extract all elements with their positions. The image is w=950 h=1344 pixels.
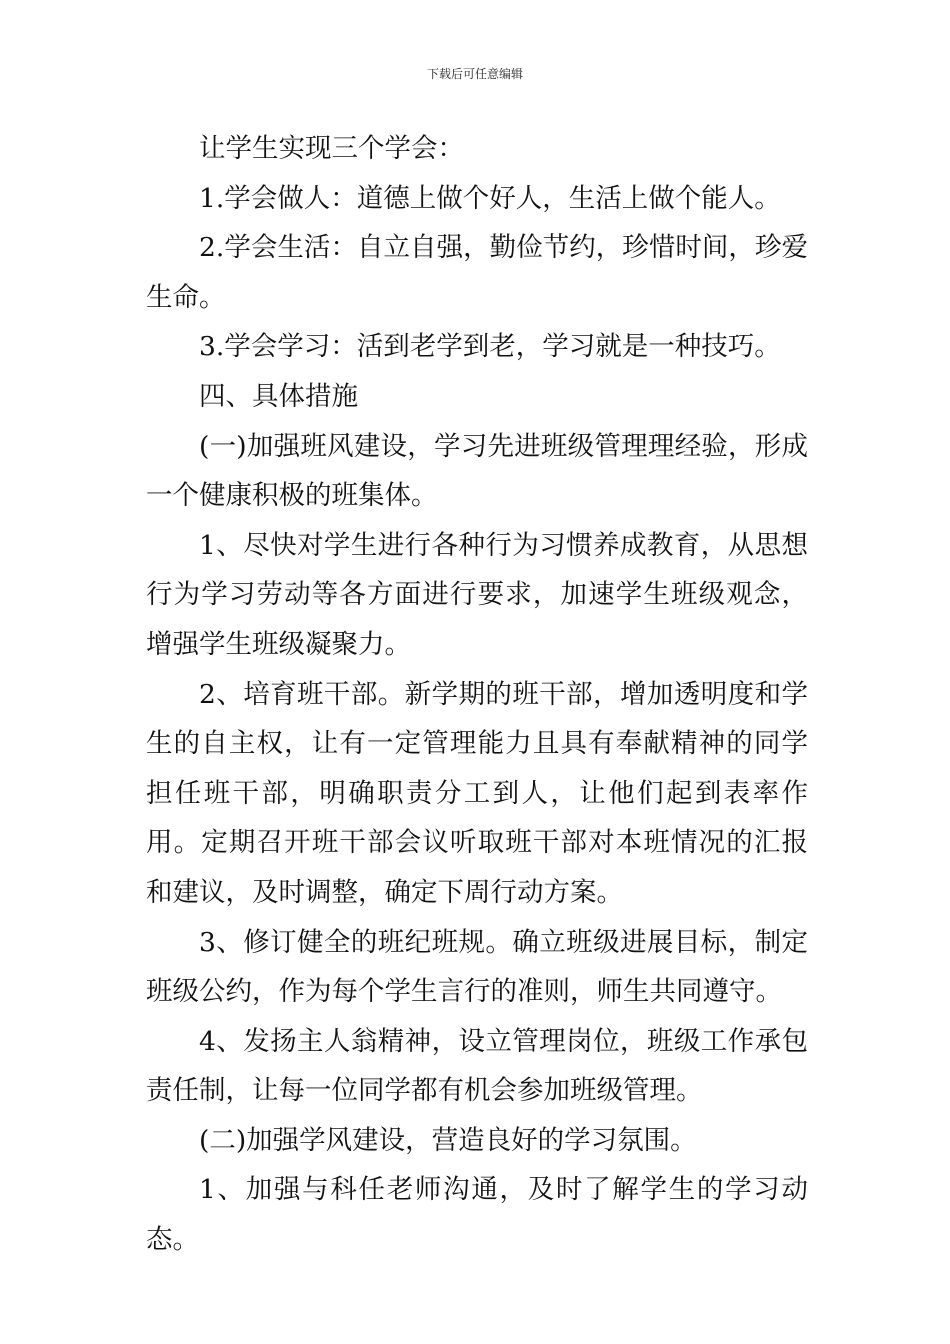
paragraph-class-spirit: (一)加强班风建设，学习先进班级管理理经验，形成一个健康积极的班集体。 (146, 430, 808, 512)
document-body (146, 124, 808, 1265)
paragraph-habit-education: 1、尽快对学生进行各种行为习惯养成教育，从思想行为学习劳动等各方面进行要求，加速学生班级观念，增强学生班级凝聚力。 (146, 529, 808, 660)
paragraph-learn-to-be-person: 1.学会做人：道德上做个好人，生活上做个能人。 (199, 182, 781, 214)
paragraph-learn-to-study: 3.学会学习：活到老学到老，学习就是一种技巧。 (199, 331, 781, 363)
paragraph-class-cadres: 2、培育班干部。新学期的班干部，增加透明度和学生的自主权，让有一定管理能力且具有奉献精神的同学担任班干部，明确职责分工到人，让他们起到表率作用。定期召开班干部会议听取班干部对本班情况的汇报和建议，及时调整，确定下周行动方案。 (146, 678, 808, 908)
paragraph-class-rules: 3、修订健全的班纪班规。确立班级进展目标，制定班级公约，作为每个学生言行的准则，师生共同遵守。 (146, 926, 808, 1008)
paragraph-learn-to-live: 2.学会生活：自立自强，勤俭节约，珍惜时间，珍爱生命。 (146, 232, 808, 313)
paragraph-study-atmosphere: (二)加强学风建设，营造良好的学习氛围。 (199, 1124, 697, 1156)
paragraph-three-skills-intro: 让学生实现三个学会： (199, 133, 464, 164)
page-header: 下载后可任意编辑 (426, 67, 523, 81)
section-heading-measures: 四、具体措施 (199, 380, 358, 412)
paragraph-teacher-communication: 1、加强与科任老师沟通，及时了解学生的学习动态。 (146, 1174, 808, 1256)
paragraph-ownership-spirit: 4、发扬主人翁精神，设立管理岗位，班级工作承包责任制，让每一位同学都有机会参加班级管理。 (146, 1025, 808, 1107)
